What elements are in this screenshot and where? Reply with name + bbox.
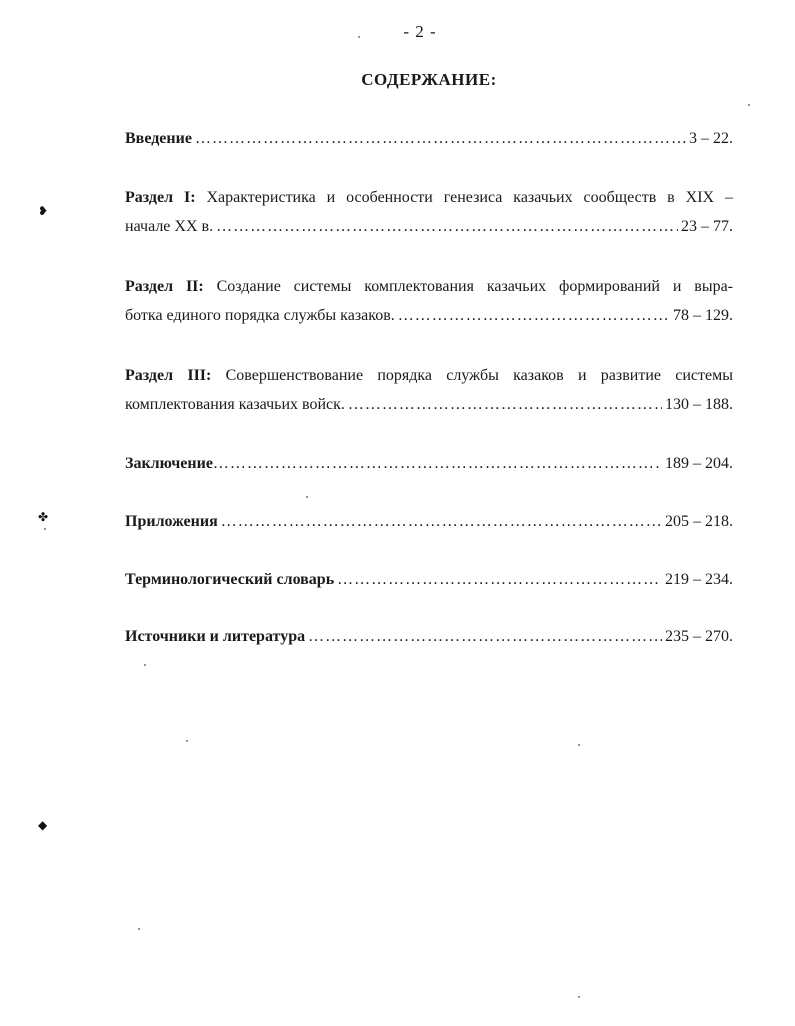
toc-entry-pages: 78 – 129.: [673, 307, 733, 324]
dot-leader: [337, 565, 662, 594]
toc-entry-appendices: [125, 507, 733, 536]
scan-speck: [748, 104, 750, 106]
toc-entry-section-1: [125, 183, 733, 241]
toc-entry-pages: 130 – 188.: [665, 396, 733, 413]
toc-entry-pages: 189 – 204.: [665, 455, 733, 472]
dot-leader: [216, 212, 678, 241]
toc-entry-pages: 235 – 270.: [665, 628, 733, 645]
toc-entry-title-line1: Характеристика и особенности генезиса казачьих сообществ в XIX –: [206, 189, 734, 206]
toc-entry-title-line2: комплектования казачьих войск.: [125, 396, 345, 413]
scan-speck: [358, 36, 360, 38]
scan-speck: [306, 496, 308, 498]
dot-leader: [348, 390, 662, 419]
dot-leader: [398, 301, 670, 330]
scan-speck: [144, 664, 146, 666]
toc-entry-pages: 205 – 218.: [665, 513, 733, 530]
toc-entry-label: Терминологический словарь: [125, 571, 335, 588]
scan-speck: [44, 528, 46, 530]
dot-leader: [308, 622, 662, 651]
toc-entry-label: Введение: [125, 130, 192, 147]
toc-entry-title-line1: Создание системы комплектования казачьих формирований и выра-: [216, 278, 734, 295]
page-title: СОДЕРЖАНИЕ:: [361, 70, 497, 89]
dot-leader: [213, 449, 662, 478]
toc-entry-title-line1: Совершенствование порядка службы казаков и развитие системы: [225, 367, 734, 384]
scan-speck: [578, 744, 580, 746]
toc-entry-title-line2: начале XX в.: [125, 218, 214, 235]
scan-speck: [578, 996, 580, 998]
toc-entry-sources: [125, 622, 733, 651]
margin-mark-icon: ◆: [38, 818, 48, 832]
toc-entry-label: Раздел II:: [125, 278, 204, 295]
toc-entry-conclusion: [125, 449, 733, 478]
toc-entry-label: Раздел III:: [125, 367, 212, 384]
margin-mark-icon: ✤: [38, 510, 49, 524]
scan-speck: [186, 740, 188, 742]
toc-entry-label: Приложения: [125, 513, 218, 530]
toc-entry-pages: 23 – 77.: [681, 218, 733, 235]
toc-entry-label: Заключение: [125, 455, 213, 472]
toc-entry-label: Раздел I:: [125, 189, 196, 206]
margin-mark-icon: ❥: [38, 204, 49, 218]
toc-entry-section-2: [125, 272, 733, 330]
toc-entry-pages: 219 – 234.: [665, 571, 733, 588]
toc-entry-glossary: [125, 565, 733, 594]
toc-entry-pages: 3 – 22.: [689, 130, 733, 147]
toc-entry-label: Источники и литература: [125, 628, 306, 645]
toc-entry-title-line2: ботка единого порядка службы казаков.: [125, 307, 395, 324]
toc-entry-section-3: [125, 361, 733, 419]
dot-leader: [221, 507, 662, 536]
page-number: - 2 -: [403, 22, 437, 41]
toc-entry-introduction: [125, 124, 733, 153]
dot-leader: [195, 124, 686, 153]
scan-speck: [138, 928, 140, 930]
